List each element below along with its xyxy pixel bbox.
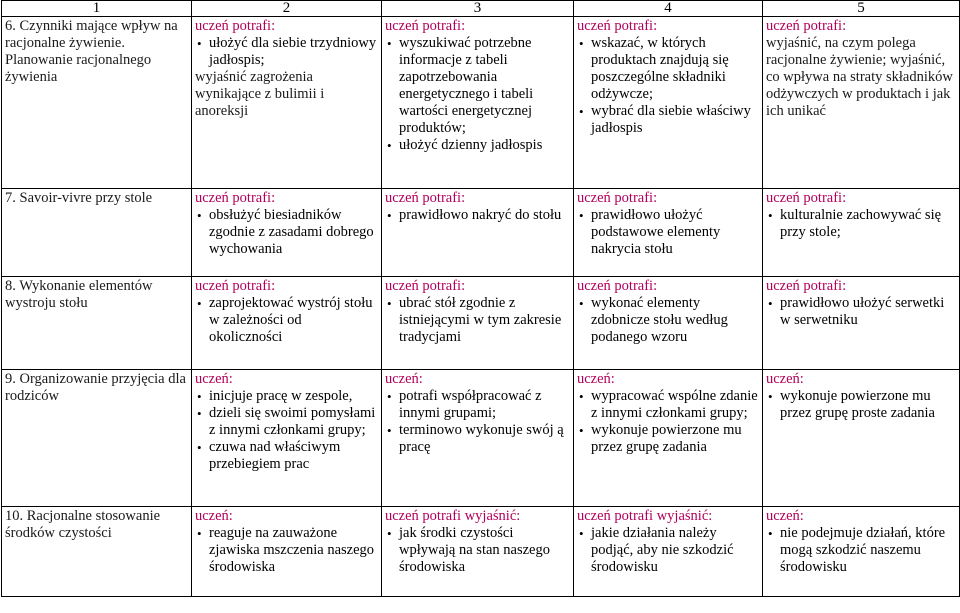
topic-text: 7. Savoir-vivre przy stole (5, 190, 153, 206)
list-item: • potrafi współpracować z innymi grupami; (387, 388, 542, 421)
cell-lead: uczeń: (385, 371, 423, 387)
table-row (2, 507, 960, 597)
cell-lead: uczeń potrafi: (766, 278, 847, 294)
list-item: • inicjuje pracę w zespole, (197, 388, 353, 404)
topic-text: 10. Racjonalne stosowanie środków czystości (5, 508, 161, 541)
requirement-cell (763, 17, 960, 189)
bullet-icon: • (579, 208, 584, 223)
bullet-icon: • (387, 208, 392, 223)
bullet-icon: • (197, 406, 202, 421)
cell-lead: uczeń potrafi wyjaśnić: (577, 508, 713, 524)
column-number: 5 (763, 1, 960, 17)
topic-cell (2, 370, 192, 507)
list-item: • nie podejmuje działań, które mogą szkodzić naszemu środowisku (768, 525, 946, 575)
requirement-cell (574, 277, 763, 370)
bullet-icon: • (197, 208, 202, 223)
header-row (2, 1, 960, 17)
cell-lead: uczeń: (195, 371, 233, 387)
requirement-cell (192, 277, 382, 370)
list-item: • wykonuje powierzone mu przez grupę proste zadania (768, 388, 935, 421)
cell-lead: uczeń potrafi: (195, 278, 276, 294)
topic-cell (2, 277, 192, 370)
list-item: • prawidłowo ułożyć serwetki w serwetniku (768, 295, 945, 328)
cell-lead: uczeń: (766, 508, 804, 524)
column-number: 4 (574, 1, 763, 17)
bullet-icon: • (197, 440, 202, 455)
topic-text: 9. Organizowanie przyjęcia dla rodziców (5, 371, 186, 404)
cell-lead: uczeń potrafi: (385, 190, 466, 206)
requirement-cell (574, 17, 763, 189)
list-item: • prawidłowo ułożyć podstawowe elementy nakrycia stołu (579, 207, 721, 257)
list-item: • czuwa nad właściwym przebiegiem prac (197, 439, 341, 472)
bullet-icon: • (579, 423, 584, 438)
topic-cell (2, 17, 192, 189)
bullet-icon: • (197, 389, 202, 404)
cell-lead: uczeń potrafi wyjaśnić: (385, 508, 521, 524)
cell-after-text: wyjaśnić, na czym polega racjonalne żywienie; wyjaśnić, co wpływa na straty składników odżywczych w produktach i jak ich unikać (766, 35, 953, 119)
list-item: • dzieli się swoimi pomysłami z innymi członkami grupy; (197, 405, 376, 438)
list-item: • wybrać dla siebie właściwy jadłospis (579, 103, 751, 136)
list-item: • zaprojektować wystrój stołu w zależności od okoliczności (197, 295, 373, 345)
topic-cell (2, 189, 192, 277)
topic-text: 8. Wykonanie elementów wystroju stołu (5, 278, 153, 311)
topic-text: 6. Czynniki mające wpływ na racjonalne żywienie. Planowanie racjonalnego żywienia (5, 18, 178, 85)
cell-after-text: wyjaśnić zagrożenia wynikające z bulimii i anoreksji (195, 69, 325, 119)
requirement-cell (574, 507, 763, 597)
list-item: • jak środki czystości wpływają na stan naszego środowiska (387, 525, 550, 575)
cell-lead: uczeń potrafi: (577, 190, 658, 206)
table-row (2, 370, 960, 507)
list-item: • prawidłowo nakryć do stołu (387, 207, 562, 223)
cell-lead: uczeń potrafi: (766, 18, 847, 34)
list-item: • obsłużyć biesiadników zgodnie z zasadami dobrego wychowania (197, 207, 374, 257)
requirement-cell (763, 189, 960, 277)
cell-lead: uczeń: (577, 371, 615, 387)
table-row (2, 277, 960, 370)
cell-lead: uczeń potrafi: (577, 278, 658, 294)
bullet-icon: • (197, 296, 202, 311)
bullet-icon: • (387, 296, 392, 311)
cell-lead: uczeń potrafi: (195, 190, 276, 206)
requirement-cell (763, 507, 960, 597)
list-item: • terminowo wykonuje swój ą pracę (387, 422, 564, 455)
bullet-icon: • (387, 423, 392, 438)
bullet-icon: • (579, 526, 584, 541)
column-number: 3 (382, 1, 574, 17)
bullet-icon: • (768, 389, 773, 404)
bullet-icon: • (768, 208, 773, 223)
table-row (2, 17, 960, 189)
requirement-cell (382, 370, 574, 507)
cell-lead: uczeń potrafi: (577, 18, 658, 34)
list-item: • ułożyć dla siebie trzydniowy jadłospis; (197, 35, 377, 68)
requirement-cell (382, 17, 574, 189)
list-item: • wskazać, w których produktach znajdują się poszczególne składniki odżywcze; (579, 35, 729, 102)
bullet-icon: • (579, 104, 584, 119)
list-item: • ułożyć dzienny jadłospis (387, 137, 543, 153)
bullet-icon: • (387, 389, 392, 404)
bullet-icon: • (197, 526, 202, 541)
requirement-cell (192, 189, 382, 277)
list-item: • ubrać stół zgodnie z istniejącymi w tym zakresie tradycjami (387, 295, 562, 345)
list-item: • wykonuje powierzone mu przez grupę zadania (579, 422, 742, 455)
cell-lead: uczeń potrafi: (766, 190, 847, 206)
requirement-cell (574, 370, 763, 507)
column-number: 2 (192, 1, 382, 17)
requirement-cell (382, 507, 574, 597)
curriculum-table (1, 0, 960, 597)
list-item: • kulturalnie zachowywać się przy stole; (768, 207, 942, 240)
column-number: 1 (2, 1, 192, 17)
requirement-cell (763, 370, 960, 507)
cell-lead: uczeń potrafi: (195, 18, 276, 34)
requirement-cell (763, 277, 960, 370)
bullet-icon: • (387, 36, 392, 51)
cell-lead: uczeń potrafi: (385, 18, 466, 34)
cell-lead: uczeń: (195, 508, 233, 524)
requirement-cell (192, 507, 382, 597)
topic-cell (2, 507, 192, 597)
bullet-icon: • (579, 36, 584, 51)
cell-lead: uczeń potrafi: (385, 278, 466, 294)
table-row (2, 189, 960, 277)
requirement-cell (382, 277, 574, 370)
bullet-icon: • (768, 526, 773, 541)
requirement-cell (192, 17, 382, 189)
bullet-icon: • (579, 296, 584, 311)
bullet-icon: • (197, 36, 202, 51)
requirement-cell (192, 370, 382, 507)
list-item: • reaguje na zauważone zjawiska mszczenia naszego środowiska (197, 525, 375, 575)
list-item: • wykonać elementy zdobnicze stołu według podanego wzoru (579, 295, 728, 345)
bullet-icon: • (768, 296, 773, 311)
list-item: • jakie działania należy podjąć, aby nie szkodzić środowisku (579, 525, 734, 575)
cell-lead: uczeń: (766, 371, 804, 387)
bullet-icon: • (579, 389, 584, 404)
requirement-cell (574, 189, 763, 277)
list-item: • wyszukiwać potrzebne informacje z tabeli zapotrzebowania energetycznego i tabeli wartości energetycznej produktów; (387, 35, 534, 136)
requirement-cell (382, 189, 574, 277)
bullet-icon: • (387, 138, 392, 153)
bullet-icon: • (387, 526, 392, 541)
list-item: • wypracować wspólne zdanie z innymi członkami grupy; (579, 388, 758, 421)
